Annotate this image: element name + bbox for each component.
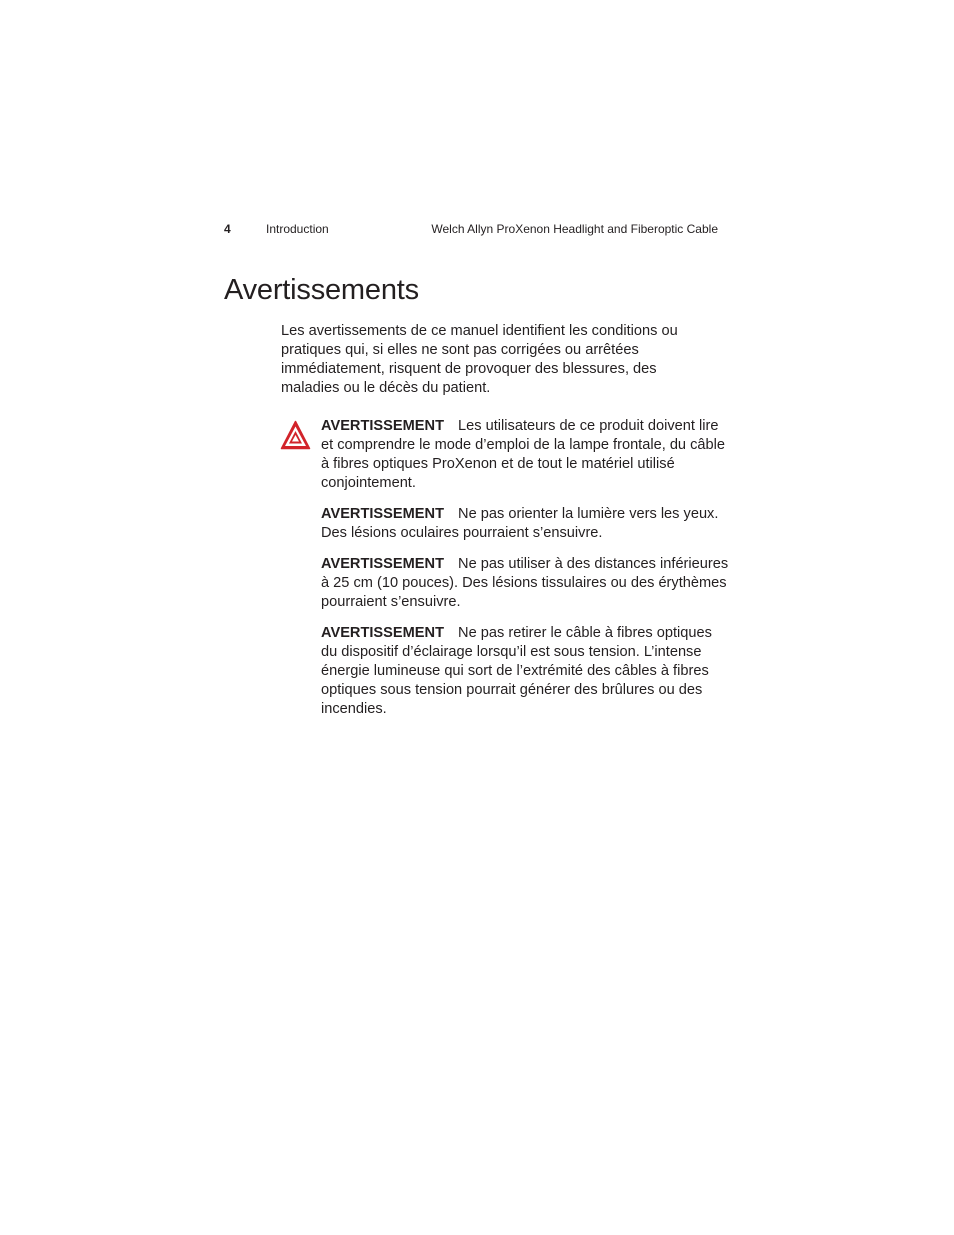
intro-paragraph: Les avertissements de ce manuel identifient les conditions ou pratiques qui, si elles ne sont pas corrigées ou arrêtées immédiatement, risquent de provoquer des blessures, des maladies ou le décès du patient.	[281, 323, 678, 396]
warning-label: AVERTISSEMENT	[321, 506, 444, 522]
page-title: Avertissements	[224, 274, 419, 306]
warnings-list	[321, 417, 731, 731]
warning-text: Ne pas utiliser à des distances inférieures à 25 cm (10 pouces). Des lésions tissulaires ou des érythèmes pourraient s’ensuivre.	[321, 556, 729, 610]
page-number: 4	[224, 222, 231, 236]
warning-item	[321, 555, 731, 612]
warning-label: AVERTISSEMENT	[321, 625, 444, 641]
warning-text: Ne pas orienter la lumière vers les yeux. Des lésions oculaires pourraient s’ensuivre.	[321, 506, 719, 541]
warning-label: AVERTISSEMENT	[321, 556, 444, 572]
section-label: Introduction	[266, 222, 329, 236]
warning-text: Les utilisateurs de ce produit doivent lire et comprendre le mode d’emploi de la lampe frontale, du câble à fibres optiques ProXenon et de tout le matériel utilisé conjointement.	[321, 418, 725, 491]
warning-triangle-icon	[280, 420, 311, 450]
warning-label: AVERTISSEMENT	[321, 418, 444, 434]
warning-item	[321, 505, 731, 543]
warning-item	[321, 417, 731, 493]
warning-item	[321, 624, 731, 719]
document-title: Welch Allyn ProXenon Headlight and Fiberoptic Cable	[431, 222, 718, 236]
warning-text: Ne pas retirer le câble à fibres optiques du dispositif d’éclairage lorsqu’il est sous tension. L’intense énergie lumineuse qui sort de l’extrémité des câbles à fibres optiques sous tension pourrait générer des brûlures ou des incendies.	[321, 625, 712, 717]
